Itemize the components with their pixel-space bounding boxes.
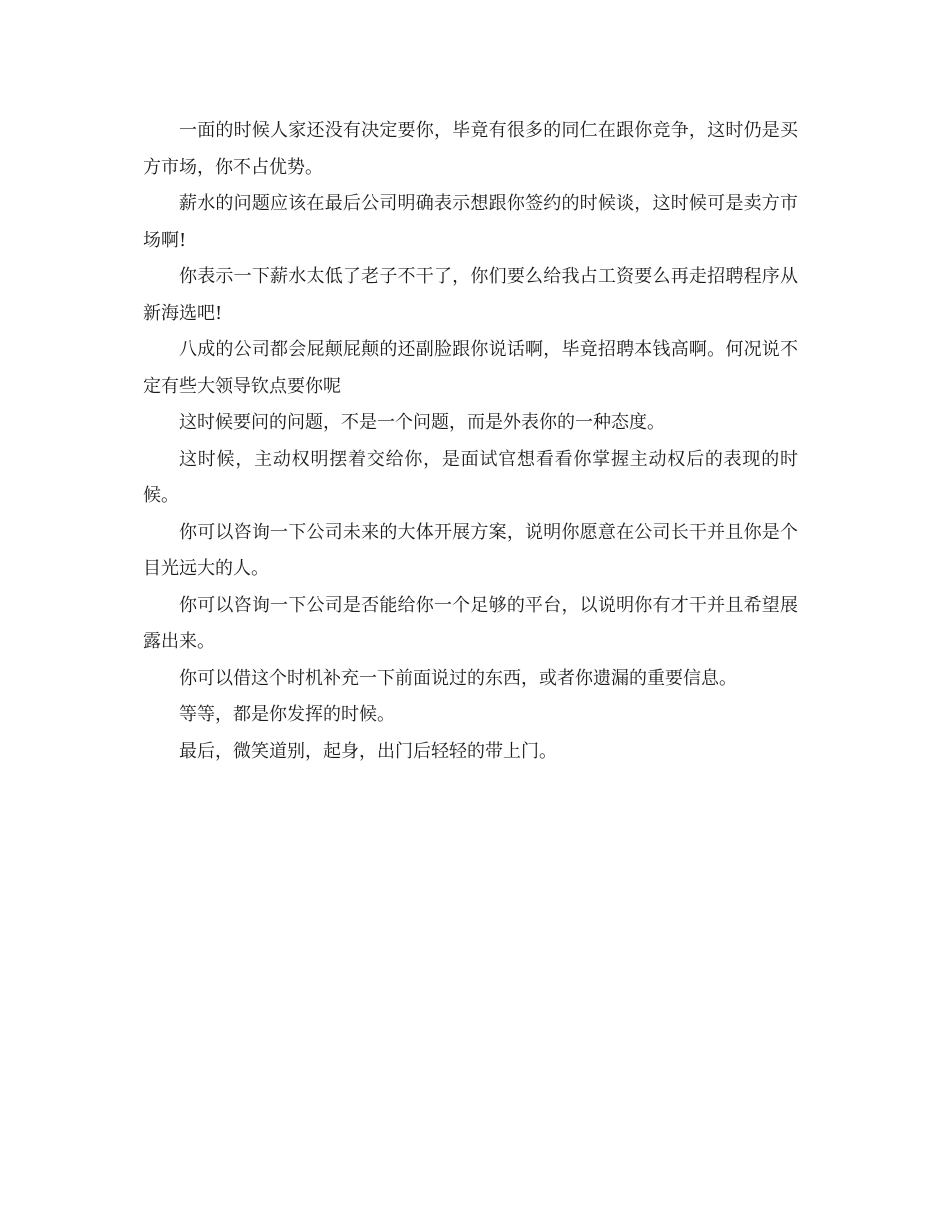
paragraph: 你可以咨询一下公司是否能给你一个足够的平台，以说明你有才干并且希望展露出来。 (143, 594, 798, 652)
paragraph: 你可以咨询一下公司未来的大体开展方案，说明你愿意在公司长干并且你是个目光远大的人。 (143, 521, 798, 579)
paragraph: 八成的公司都会屁颠屁颠的还副脸跟你说话啊，毕竟招聘本钱高啊。何况说不定有些大领导钦点要你呢 (143, 339, 798, 397)
paragraph: 等等，都是你发挥的时候。 (179, 704, 395, 725)
paragraph: 你表示一下薪水太低了老子不干了，你们要么给我占工资要么再走招聘程序从新海选吧! (143, 266, 798, 324)
paragraph: 最后，微笑道别，起身，出门后轻轻的带上门。 (179, 740, 557, 762)
paragraph: 薪水的问题应该在最后公司明确表示想跟你签约的时候谈，这时候可是卖方市场啊! (143, 193, 798, 251)
document-body (143, 113, 798, 770)
paragraph: 你可以借这个时机补充一下前面说过的东西，或者你遗漏的重要信息。 (179, 667, 737, 689)
paragraph: 这时候要问的问题，不是一个问题，而是外表你的一种态度。 (179, 412, 665, 433)
paragraph: 这时候，主动权明摆着交给你，是面试官想看看你掌握主动权后的表现的时候。 (143, 448, 798, 506)
paragraph: 一面的时候人家还没有决定要你，毕竟有很多的同仁在跟你竞争，这时仍是买方市场，你不占优势。 (143, 120, 798, 178)
